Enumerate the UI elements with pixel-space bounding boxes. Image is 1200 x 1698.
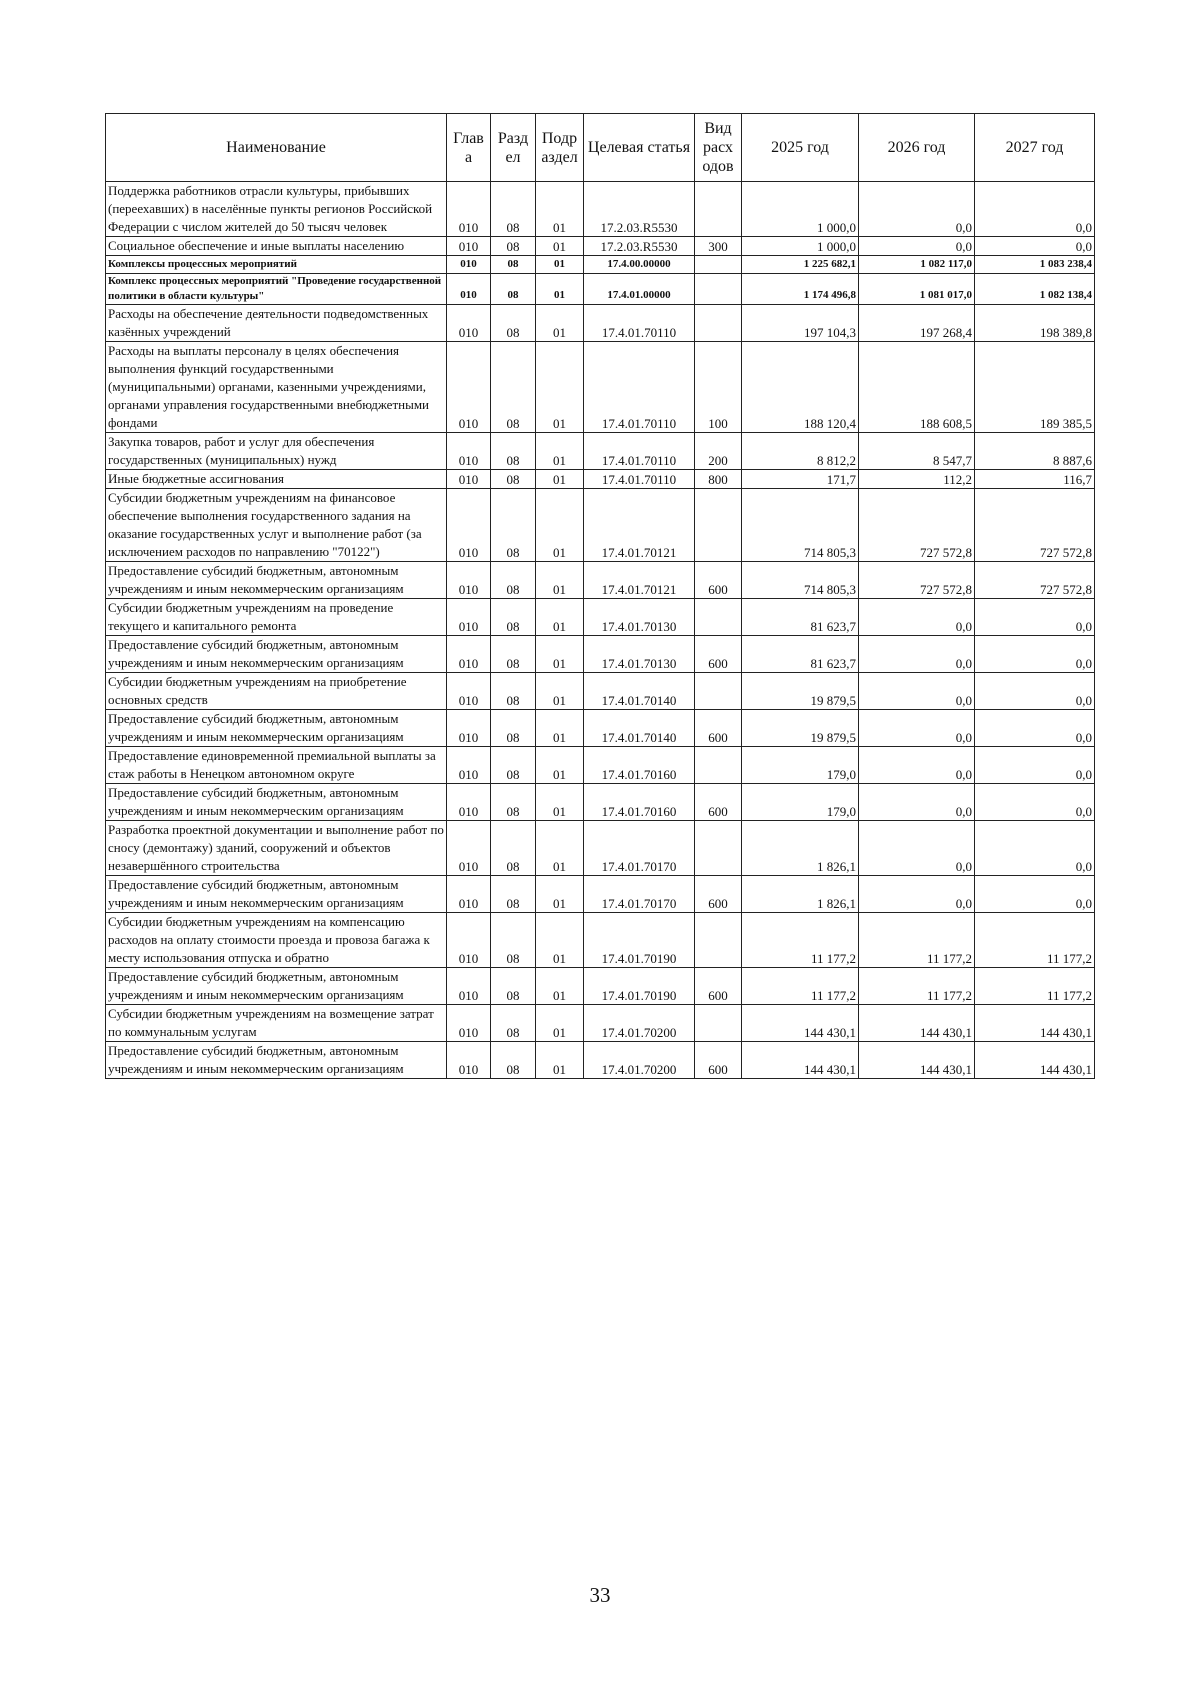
cell-target: 17.4.01.70130 — [584, 599, 695, 636]
cell-y2027: 0,0 — [975, 237, 1095, 256]
cell-name: Предоставление единовременной премиальной выплаты за стаж работы в Ненецком автономном округе — [106, 747, 447, 784]
cell-type: 200 — [695, 433, 742, 470]
cell-chapter: 010 — [447, 489, 491, 562]
cell-y2025: 1 826,1 — [742, 821, 859, 876]
table-row — [106, 237, 1095, 256]
table-row — [106, 305, 1095, 342]
cell-y2026: 11 177,2 — [859, 968, 975, 1005]
cell-section: 08 — [491, 305, 536, 342]
cell-y2025: 1 000,0 — [742, 237, 859, 256]
cell-y2027: 727 572,8 — [975, 489, 1095, 562]
cell-target: 17.4.01.70130 — [584, 636, 695, 673]
cell-subsection: 01 — [536, 182, 584, 237]
cell-y2025: 144 430,1 — [742, 1042, 859, 1079]
cell-y2026: 0,0 — [859, 636, 975, 673]
table-row — [106, 710, 1095, 747]
cell-type: 600 — [695, 876, 742, 913]
cell-type: 600 — [695, 710, 742, 747]
cell-section: 08 — [491, 821, 536, 876]
cell-y2027: 8 887,6 — [975, 433, 1095, 470]
cell-subsection: 01 — [536, 599, 584, 636]
cell-subsection: 01 — [536, 237, 584, 256]
cell-subsection: 01 — [536, 968, 584, 1005]
cell-type — [695, 182, 742, 237]
cell-name: Расходы на выплаты персоналу в целях обеспечения выполнения функций государственными (муниципальными) органами, казенными учреждениями, органами управления государственными внебюджетными фондами — [106, 342, 447, 433]
cell-y2025: 81 623,7 — [742, 636, 859, 673]
cell-chapter: 010 — [447, 1005, 491, 1042]
cell-type: 600 — [695, 562, 742, 599]
cell-y2026: 188 608,5 — [859, 342, 975, 433]
cell-y2026: 0,0 — [859, 673, 975, 710]
header-chapter: Глав а — [447, 114, 491, 182]
cell-y2025: 19 879,5 — [742, 673, 859, 710]
cell-chapter: 010 — [447, 274, 491, 305]
cell-y2027: 189 385,5 — [975, 342, 1095, 433]
cell-target: 17.4.00.00000 — [584, 256, 695, 274]
cell-section: 08 — [491, 968, 536, 1005]
cell-y2026: 112,2 — [859, 470, 975, 489]
table-row — [106, 433, 1095, 470]
cell-subsection: 01 — [536, 747, 584, 784]
cell-section: 08 — [491, 256, 536, 274]
cell-chapter: 010 — [447, 821, 491, 876]
page-number: 33 — [589, 1583, 611, 1607]
cell-subsection: 01 — [536, 876, 584, 913]
cell-section: 08 — [491, 470, 536, 489]
table-row — [106, 784, 1095, 821]
cell-name: Субсидии бюджетным учреждениям на финансовое обеспечение выполнения государственного задания на оказание государственных услуг и выполнение работ (за исключением расходов по направлению "70122") — [106, 489, 447, 562]
cell-y2025: 8 812,2 — [742, 433, 859, 470]
cell-section: 08 — [491, 237, 536, 256]
cell-section: 08 — [491, 1042, 536, 1079]
cell-name: Субсидии бюджетным учреждениям на проведение текущего и капитального ремонта — [106, 599, 447, 636]
cell-y2027: 0,0 — [975, 747, 1095, 784]
cell-name: Расходы на обеспечение деятельности подведомственных казённых учреждений — [106, 305, 447, 342]
cell-type: 300 — [695, 237, 742, 256]
table-row — [106, 256, 1095, 274]
cell-type: 100 — [695, 342, 742, 433]
cell-chapter: 010 — [447, 968, 491, 1005]
cell-section: 08 — [491, 274, 536, 305]
cell-subsection: 01 — [536, 784, 584, 821]
budget-table — [105, 113, 1095, 1079]
cell-subsection: 01 — [536, 305, 584, 342]
table-row — [106, 913, 1095, 968]
table-row — [106, 821, 1095, 876]
cell-y2026: 0,0 — [859, 710, 975, 747]
cell-y2027: 0,0 — [975, 182, 1095, 237]
cell-y2025: 197 104,3 — [742, 305, 859, 342]
cell-name: Разработка проектной документации и выполнение работ по сносу (демонтажу) зданий, сооружений и объектов незавершённого строительства — [106, 821, 447, 876]
cell-target: 17.4.01.70110 — [584, 470, 695, 489]
cell-name: Предоставление субсидий бюджетным, автономным учреждениям и иным некоммерческим организациям — [106, 1042, 447, 1079]
cell-section: 08 — [491, 673, 536, 710]
cell-target: 17.4.01.70140 — [584, 710, 695, 747]
cell-type: 600 — [695, 636, 742, 673]
cell-type — [695, 256, 742, 274]
cell-chapter: 010 — [447, 673, 491, 710]
cell-type — [695, 913, 742, 968]
cell-y2025: 19 879,5 — [742, 710, 859, 747]
header-type: Вид расх одов — [695, 114, 742, 182]
header-name: Наименование — [106, 114, 447, 182]
cell-subsection: 01 — [536, 274, 584, 305]
cell-y2027: 0,0 — [975, 599, 1095, 636]
cell-name: Субсидии бюджетным учреждениям на приобретение основных средств — [106, 673, 447, 710]
cell-y2025: 1 000,0 — [742, 182, 859, 237]
cell-target: 17.4.01.70190 — [584, 968, 695, 1005]
cell-y2026: 0,0 — [859, 747, 975, 784]
cell-type — [695, 747, 742, 784]
cell-type — [695, 274, 742, 305]
cell-y2025: 179,0 — [742, 747, 859, 784]
cell-y2027: 11 177,2 — [975, 968, 1095, 1005]
cell-subsection: 01 — [536, 489, 584, 562]
cell-target: 17.4.01.70140 — [584, 673, 695, 710]
header-row — [106, 114, 1095, 182]
cell-section: 08 — [491, 784, 536, 821]
cell-y2026: 0,0 — [859, 599, 975, 636]
header-2027: 2027 год — [975, 114, 1095, 182]
cell-section: 08 — [491, 182, 536, 237]
cell-y2025: 144 430,1 — [742, 1005, 859, 1042]
table-row — [106, 599, 1095, 636]
cell-target: 17.4.01.70110 — [584, 433, 695, 470]
cell-name: Субсидии бюджетным учреждениям на компенсацию расходов на оплату стоимости проезда и провоза багажа к месту использования отпуска и обратно — [106, 913, 447, 968]
cell-section: 08 — [491, 876, 536, 913]
header-section: Разд ел — [491, 114, 536, 182]
cell-chapter: 010 — [447, 913, 491, 968]
cell-y2026: 144 430,1 — [859, 1042, 975, 1079]
cell-y2027: 0,0 — [975, 876, 1095, 913]
cell-y2026: 0,0 — [859, 237, 975, 256]
cell-y2026: 197 268,4 — [859, 305, 975, 342]
cell-name: Предоставление субсидий бюджетным, автономным учреждениям и иным некоммерческим организациям — [106, 876, 447, 913]
cell-type: 600 — [695, 784, 742, 821]
table-row — [106, 470, 1095, 489]
cell-chapter: 010 — [447, 433, 491, 470]
cell-y2026: 0,0 — [859, 876, 975, 913]
cell-y2025: 1 174 496,8 — [742, 274, 859, 305]
cell-section: 08 — [491, 433, 536, 470]
cell-chapter: 010 — [447, 562, 491, 599]
cell-name: Предоставление субсидий бюджетным, автономным учреждениям и иным некоммерческим организациям — [106, 968, 447, 1005]
cell-target: 17.4.01.70190 — [584, 913, 695, 968]
cell-section: 08 — [491, 562, 536, 599]
cell-subsection: 01 — [536, 1005, 584, 1042]
cell-y2025: 171,7 — [742, 470, 859, 489]
cell-target: 17.4.01.70170 — [584, 821, 695, 876]
cell-y2027: 1 082 138,4 — [975, 274, 1095, 305]
table-row — [106, 1005, 1095, 1042]
cell-target: 17.4.01.70200 — [584, 1005, 695, 1042]
cell-y2027: 116,7 — [975, 470, 1095, 489]
cell-section: 08 — [491, 913, 536, 968]
cell-target: 17.4.01.70170 — [584, 876, 695, 913]
cell-section: 08 — [491, 599, 536, 636]
cell-section: 08 — [491, 342, 536, 433]
cell-subsection: 01 — [536, 433, 584, 470]
cell-y2025: 1 225 682,1 — [742, 256, 859, 274]
cell-name: Комплекс процессных мероприятий "Проведение государственной политики в области культуры" — [106, 274, 447, 305]
cell-subsection: 01 — [536, 673, 584, 710]
cell-name: Предоставление субсидий бюджетным, автономным учреждениям и иным некоммерческим организациям — [106, 784, 447, 821]
cell-chapter: 010 — [447, 710, 491, 747]
cell-target: 17.4.01.70160 — [584, 784, 695, 821]
table-row — [106, 876, 1095, 913]
cell-y2026: 0,0 — [859, 821, 975, 876]
cell-type — [695, 489, 742, 562]
cell-chapter: 010 — [447, 182, 491, 237]
cell-y2027: 0,0 — [975, 710, 1095, 747]
cell-y2027: 11 177,2 — [975, 913, 1095, 968]
cell-y2025: 179,0 — [742, 784, 859, 821]
cell-target: 17.4.01.70160 — [584, 747, 695, 784]
cell-type: 600 — [695, 968, 742, 1005]
cell-y2027: 144 430,1 — [975, 1005, 1095, 1042]
cell-name: Закупка товаров, работ и услуг для обеспечения государственных (муниципальных) нужд — [106, 433, 447, 470]
header-subsection: Подр аздел — [536, 114, 584, 182]
cell-subsection: 01 — [536, 821, 584, 876]
cell-y2026: 0,0 — [859, 182, 975, 237]
cell-chapter: 010 — [447, 237, 491, 256]
table-body — [106, 182, 1095, 1079]
cell-target: 17.4.01.00000 — [584, 274, 695, 305]
cell-chapter: 010 — [447, 1042, 491, 1079]
table-row — [106, 636, 1095, 673]
header-2025: 2025 год — [742, 114, 859, 182]
cell-chapter: 010 — [447, 256, 491, 274]
cell-chapter: 010 — [447, 636, 491, 673]
cell-chapter: 010 — [447, 599, 491, 636]
cell-section: 08 — [491, 710, 536, 747]
cell-y2026: 11 177,2 — [859, 913, 975, 968]
table-row — [106, 489, 1095, 562]
cell-subsection: 01 — [536, 913, 584, 968]
cell-chapter: 010 — [447, 784, 491, 821]
cell-y2027: 727 572,8 — [975, 562, 1095, 599]
cell-section: 08 — [491, 747, 536, 784]
cell-chapter: 010 — [447, 876, 491, 913]
cell-target: 17.2.03.R5530 — [584, 182, 695, 237]
cell-section: 08 — [491, 489, 536, 562]
cell-name: Иные бюджетные ассигнования — [106, 470, 447, 489]
cell-name: Предоставление субсидий бюджетным, автономным учреждениям и иным некоммерческим организациям — [106, 562, 447, 599]
cell-type — [695, 305, 742, 342]
cell-type: 600 — [695, 1042, 742, 1079]
cell-name: Предоставление субсидий бюджетным, автономным учреждениям и иным некоммерческим организациям — [106, 710, 447, 747]
cell-target: 17.4.01.70121 — [584, 562, 695, 599]
table-row — [106, 342, 1095, 433]
cell-y2026: 1 082 117,0 — [859, 256, 975, 274]
table-row — [106, 562, 1095, 599]
cell-y2025: 188 120,4 — [742, 342, 859, 433]
cell-subsection: 01 — [536, 256, 584, 274]
cell-type — [695, 1005, 742, 1042]
cell-type — [695, 599, 742, 636]
cell-y2027: 1 083 238,4 — [975, 256, 1095, 274]
cell-type: 800 — [695, 470, 742, 489]
cell-chapter: 010 — [447, 470, 491, 489]
cell-y2027: 198 389,8 — [975, 305, 1095, 342]
cell-target: 17.4.01.70200 — [584, 1042, 695, 1079]
cell-subsection: 01 — [536, 470, 584, 489]
cell-chapter: 010 — [447, 342, 491, 433]
cell-subsection: 01 — [536, 1042, 584, 1079]
cell-subsection: 01 — [536, 710, 584, 747]
header-2026: 2026 год — [859, 114, 975, 182]
cell-name: Социальное обеспечение и иные выплаты населению — [106, 237, 447, 256]
cell-y2026: 727 572,8 — [859, 489, 975, 562]
cell-y2027: 0,0 — [975, 784, 1095, 821]
cell-target: 17.2.03.R5530 — [584, 237, 695, 256]
cell-y2027: 0,0 — [975, 636, 1095, 673]
table-row — [106, 274, 1095, 305]
cell-section: 08 — [491, 636, 536, 673]
cell-subsection: 01 — [536, 636, 584, 673]
cell-y2026: 8 547,7 — [859, 433, 975, 470]
cell-type — [695, 821, 742, 876]
header-target: Целевая статья — [584, 114, 695, 182]
cell-y2027: 0,0 — [975, 821, 1095, 876]
cell-y2025: 11 177,2 — [742, 968, 859, 1005]
table-row — [106, 673, 1095, 710]
cell-name: Предоставление субсидий бюджетным, автономным учреждениям и иным некоммерческим организациям — [106, 636, 447, 673]
table-row — [106, 747, 1095, 784]
cell-section: 08 — [491, 1005, 536, 1042]
cell-name: Комплексы процессных мероприятий — [106, 256, 447, 274]
cell-y2027: 0,0 — [975, 673, 1095, 710]
cell-y2026: 0,0 — [859, 784, 975, 821]
cell-type — [695, 673, 742, 710]
cell-subsection: 01 — [536, 342, 584, 433]
cell-target: 17.4.01.70121 — [584, 489, 695, 562]
cell-y2026: 727 572,8 — [859, 562, 975, 599]
cell-chapter: 010 — [447, 305, 491, 342]
table-row — [106, 968, 1095, 1005]
table-row — [106, 1042, 1095, 1079]
cell-y2025: 714 805,3 — [742, 489, 859, 562]
cell-chapter: 010 — [447, 747, 491, 784]
table-row — [106, 182, 1095, 237]
cell-y2026: 144 430,1 — [859, 1005, 975, 1042]
cell-y2025: 81 623,7 — [742, 599, 859, 636]
cell-target: 17.4.01.70110 — [584, 342, 695, 433]
cell-name: Поддержка работников отрасли культуры, прибывших (переехавших) в населённые пункты регионов Российской Федерации с числом жителей до 50 тысяч человек — [106, 182, 447, 237]
cell-y2025: 714 805,3 — [742, 562, 859, 599]
cell-y2026: 1 081 017,0 — [859, 274, 975, 305]
cell-y2027: 144 430,1 — [975, 1042, 1095, 1079]
cell-target: 17.4.01.70110 — [584, 305, 695, 342]
cell-name: Субсидии бюджетным учреждениям на возмещение затрат по коммунальным услугам — [106, 1005, 447, 1042]
cell-y2025: 1 826,1 — [742, 876, 859, 913]
cell-y2025: 11 177,2 — [742, 913, 859, 968]
cell-subsection: 01 — [536, 562, 584, 599]
